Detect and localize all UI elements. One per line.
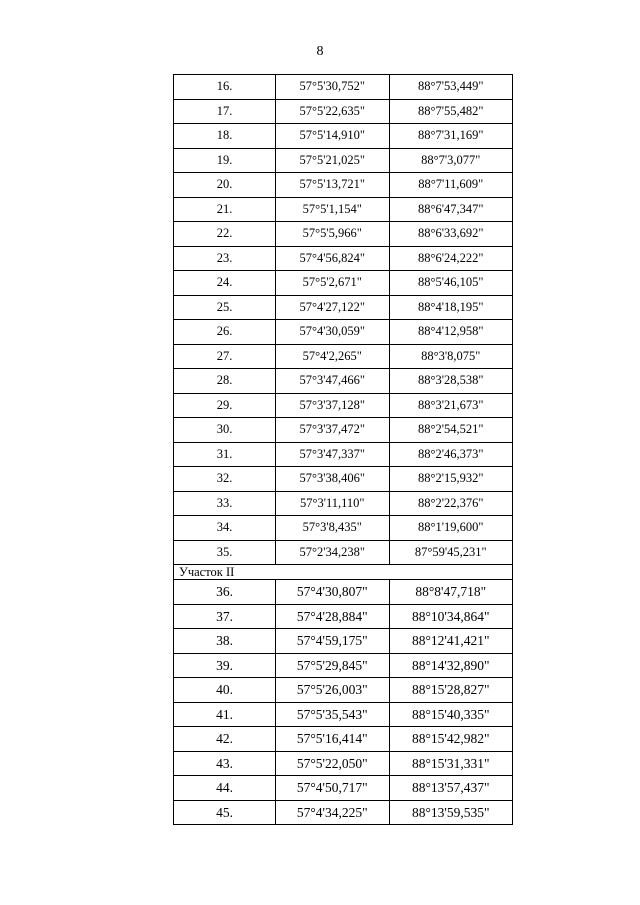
longitude-cell: 88°5'46,105" <box>389 271 513 296</box>
longitude-cell: 88°7'55,482" <box>389 99 513 124</box>
table-row <box>174 393 513 418</box>
table-row <box>174 369 513 394</box>
table-row <box>174 467 513 492</box>
point-number-cell: 29. <box>174 393 276 418</box>
table-row <box>174 604 513 629</box>
point-number-cell: 17. <box>174 99 276 124</box>
point-number-cell: 36. <box>174 580 276 605</box>
table-row <box>174 442 513 467</box>
longitude-cell: 88°8'47,718" <box>389 580 513 605</box>
longitude-cell: 88°13'57,437" <box>389 776 513 801</box>
latitude-cell: 57°5'22,635" <box>276 99 390 124</box>
longitude-cell: 88°15'42,982" <box>389 727 513 752</box>
longitude-cell: 88°6'47,347" <box>389 197 513 222</box>
longitude-cell: 88°6'33,692" <box>389 222 513 247</box>
table-row <box>174 580 513 605</box>
longitude-cell: 88°3'28,538" <box>389 369 513 394</box>
table-row <box>174 702 513 727</box>
latitude-cell: 57°4'34,225" <box>276 800 390 825</box>
point-number-cell: 28. <box>174 369 276 394</box>
table-row <box>174 197 513 222</box>
latitude-cell: 57°5'14,910" <box>276 124 390 149</box>
point-number-cell: 26. <box>174 320 276 345</box>
coordinates-table-body <box>174 75 513 825</box>
longitude-cell: 88°7'3,077" <box>389 148 513 173</box>
latitude-cell: 57°5'16,414" <box>276 727 390 752</box>
point-number-cell: 25. <box>174 295 276 320</box>
longitude-cell: 88°13'59,535" <box>389 800 513 825</box>
table-row <box>174 491 513 516</box>
point-number-cell: 24. <box>174 271 276 296</box>
point-number-cell: 20. <box>174 173 276 198</box>
latitude-cell: 57°5'29,845" <box>276 653 390 678</box>
longitude-cell: 88°14'32,890" <box>389 653 513 678</box>
point-number-cell: 34. <box>174 516 276 541</box>
table-row <box>174 751 513 776</box>
table-row <box>174 246 513 271</box>
table-row <box>174 320 513 345</box>
table-row <box>174 99 513 124</box>
table-row <box>174 148 513 173</box>
latitude-cell: 57°5'2,671" <box>276 271 390 296</box>
table-row <box>174 124 513 149</box>
point-number-cell: 38. <box>174 629 276 654</box>
table-row <box>174 75 513 100</box>
longitude-cell: 88°6'24,222" <box>389 246 513 271</box>
longitude-cell: 88°2'15,932" <box>389 467 513 492</box>
point-number-cell: 33. <box>174 491 276 516</box>
latitude-cell: 57°5'1,154" <box>276 197 390 222</box>
point-number-cell: 42. <box>174 727 276 752</box>
table-row <box>174 629 513 654</box>
longitude-cell: 88°1'19,600" <box>389 516 513 541</box>
point-number-cell: 22. <box>174 222 276 247</box>
point-number-cell: 37. <box>174 604 276 629</box>
point-number-cell: 45. <box>174 800 276 825</box>
table-row <box>174 295 513 320</box>
longitude-cell: 88°3'21,673" <box>389 393 513 418</box>
longitude-cell: 88°15'31,331" <box>389 751 513 776</box>
longitude-cell: 88°2'46,373" <box>389 442 513 467</box>
longitude-cell: 88°15'28,827" <box>389 678 513 703</box>
latitude-cell: 57°5'26,003" <box>276 678 390 703</box>
longitude-cell: 88°3'8,075" <box>389 344 513 369</box>
table-row <box>174 516 513 541</box>
section-row <box>174 565 513 580</box>
latitude-cell: 57°4'30,807" <box>276 580 390 605</box>
table-row <box>174 653 513 678</box>
point-number-cell: 16. <box>174 75 276 100</box>
section-label: Участок II <box>174 565 513 580</box>
longitude-cell: 88°12'41,421" <box>389 629 513 654</box>
latitude-cell: 57°5'13,721" <box>276 173 390 198</box>
point-number-cell: 41. <box>174 702 276 727</box>
point-number-cell: 30. <box>174 418 276 443</box>
table-row <box>174 776 513 801</box>
latitude-cell: 57°4'2,265" <box>276 344 390 369</box>
longitude-cell: 88°4'12,958" <box>389 320 513 345</box>
longitude-cell: 88°7'53,449" <box>389 75 513 100</box>
longitude-cell: 88°7'31,169" <box>389 124 513 149</box>
latitude-cell: 57°5'30,752" <box>276 75 390 100</box>
table-row <box>174 173 513 198</box>
point-number-cell: 31. <box>174 442 276 467</box>
page-number: 8 <box>316 44 324 59</box>
longitude-cell: 88°7'11,609" <box>389 173 513 198</box>
latitude-cell: 57°4'27,122" <box>276 295 390 320</box>
table-row <box>174 418 513 443</box>
latitude-cell: 57°5'22,050" <box>276 751 390 776</box>
latitude-cell: 57°4'56,824" <box>276 246 390 271</box>
table-row <box>174 800 513 825</box>
latitude-cell: 57°3'47,337" <box>276 442 390 467</box>
table-row <box>174 222 513 247</box>
point-number-cell: 18. <box>174 124 276 149</box>
point-number-cell: 40. <box>174 678 276 703</box>
point-number-cell: 32. <box>174 467 276 492</box>
latitude-cell: 57°5'5,966" <box>276 222 390 247</box>
table-row <box>174 344 513 369</box>
longitude-cell: 87°59'45,231" <box>389 540 513 565</box>
latitude-cell: 57°3'47,466" <box>276 369 390 394</box>
latitude-cell: 57°3'37,128" <box>276 393 390 418</box>
latitude-cell: 57°4'30,059" <box>276 320 390 345</box>
point-number-cell: 21. <box>174 197 276 222</box>
longitude-cell: 88°10'34,864" <box>389 604 513 629</box>
latitude-cell: 57°2'34,238" <box>276 540 390 565</box>
longitude-cell: 88°2'54,521" <box>389 418 513 443</box>
latitude-cell: 57°4'50,717" <box>276 776 390 801</box>
latitude-cell: 57°4'59,175" <box>276 629 390 654</box>
point-number-cell: 35. <box>174 540 276 565</box>
table-row <box>174 540 513 565</box>
point-number-cell: 23. <box>174 246 276 271</box>
longitude-cell: 88°2'22,376" <box>389 491 513 516</box>
latitude-cell: 57°4'28,884" <box>276 604 390 629</box>
latitude-cell: 57°3'37,472" <box>276 418 390 443</box>
point-number-cell: 43. <box>174 751 276 776</box>
point-number-cell: 19. <box>174 148 276 173</box>
latitude-cell: 57°5'21,025" <box>276 148 390 173</box>
latitude-cell: 57°3'8,435" <box>276 516 390 541</box>
point-number-cell: 44. <box>174 776 276 801</box>
longitude-cell: 88°15'40,335" <box>389 702 513 727</box>
longitude-cell: 88°4'18,195" <box>389 295 513 320</box>
latitude-cell: 57°5'35,543" <box>276 702 390 727</box>
latitude-cell: 57°3'38,406" <box>276 467 390 492</box>
point-number-cell: 27. <box>174 344 276 369</box>
latitude-cell: 57°3'11,110" <box>276 491 390 516</box>
table-row <box>174 271 513 296</box>
table-row <box>174 678 513 703</box>
point-number-cell: 39. <box>174 653 276 678</box>
coordinates-table <box>173 74 513 825</box>
table-row <box>174 727 513 752</box>
